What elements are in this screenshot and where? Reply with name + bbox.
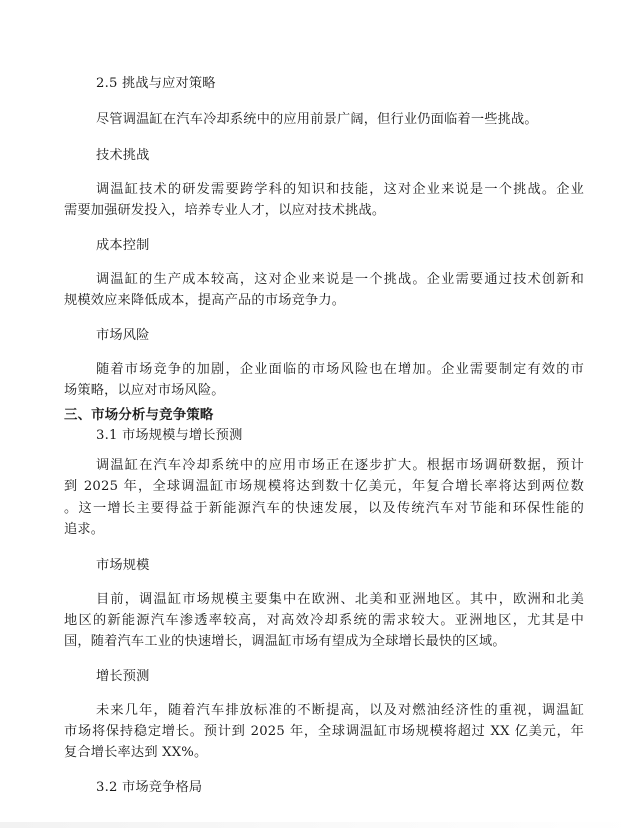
paragraph-line: 地区的新能源汽车渗透率较高，对高效冷却系统的需求较大。亚洲地区，尤其是中 bbox=[64, 613, 584, 628]
subheading-tech-challenge: 技术挑战 bbox=[96, 148, 150, 163]
subheading-market-scale: 市场规模 bbox=[96, 558, 150, 573]
section-heading-3: 三、市场分析与竞争策略 bbox=[64, 408, 214, 423]
section-heading-3-1: 3.1 市场规模与增长预测 bbox=[96, 428, 243, 443]
paragraph-line: 到 2025 年，全球调温缸市场规模将达到数十亿美元，年复合增长率将达到两位数 bbox=[64, 479, 584, 494]
subheading-market-risk: 市场风险 bbox=[96, 328, 150, 343]
subheading-cost-control: 成本控制 bbox=[96, 238, 150, 253]
section-heading-3-2: 3.2 市场竞争格局 bbox=[96, 780, 203, 795]
paragraph-line: 复合增长率达到 XX%。 bbox=[64, 745, 208, 760]
paragraph-line: 国，随着汽车工业的快速增长，调温缸市场有望成为全球增长最快的区域。 bbox=[64, 634, 506, 649]
paragraph-line: 场策略，以应对市场风险。 bbox=[64, 383, 225, 398]
paragraph-line: 目前，调温缸市场规模主要集中在欧洲、北美和亚洲地区。其中，欧洲和北美 bbox=[96, 592, 584, 607]
subheading-growth-forecast: 增长预测 bbox=[96, 669, 150, 684]
paragraph-line: 调温缸技术的研发需要跨学科的知识和技能，这对企业来说是一个挑战。企业 bbox=[96, 182, 584, 197]
paragraph-line: 规模效应来降低成本，提高产品的市场竞争力。 bbox=[64, 293, 346, 308]
paragraph-line: 追求。 bbox=[64, 522, 105, 537]
paragraph-line: 。这一增长主要得益于新能源汽车的快速发展，以及传统汽车对节能和环保性能的 bbox=[64, 501, 584, 516]
paragraph-line: 随着市场竞争的加剧，企业面临的市场风险也在增加。企业需要制定有效的市 bbox=[96, 362, 584, 377]
page-bottom-edge bbox=[0, 822, 636, 828]
section-heading-2-5: 2.5 挑战与应对策略 bbox=[96, 76, 216, 91]
paragraph-line: 尽管调温缸在汽车冷却系统中的应用前景广阔，但行业仍面临着一些挑战。 bbox=[96, 112, 538, 127]
paragraph-line: 市场将保持稳定增长。预计到 2025 年，全球调温缸市场规模将超过 XX 亿美元，年 bbox=[64, 724, 584, 739]
paragraph-line: 未来几年，随着汽车排放标准的不断提高，以及对燃油经济性的重视，调温缸 bbox=[96, 703, 584, 718]
paragraph-line: 需要加强研发投入，培养专业人才，以应对技术挑战。 bbox=[64, 203, 386, 218]
paragraph-line: 调温缸在汽车冷却系统中的应用市场正在逐步扩大。根据市场调研数据，预计 bbox=[96, 458, 584, 473]
paragraph-line: 调温缸的生产成本较高，这对企业来说是一个挑战。企业需要通过技术创新和 bbox=[96, 272, 584, 287]
